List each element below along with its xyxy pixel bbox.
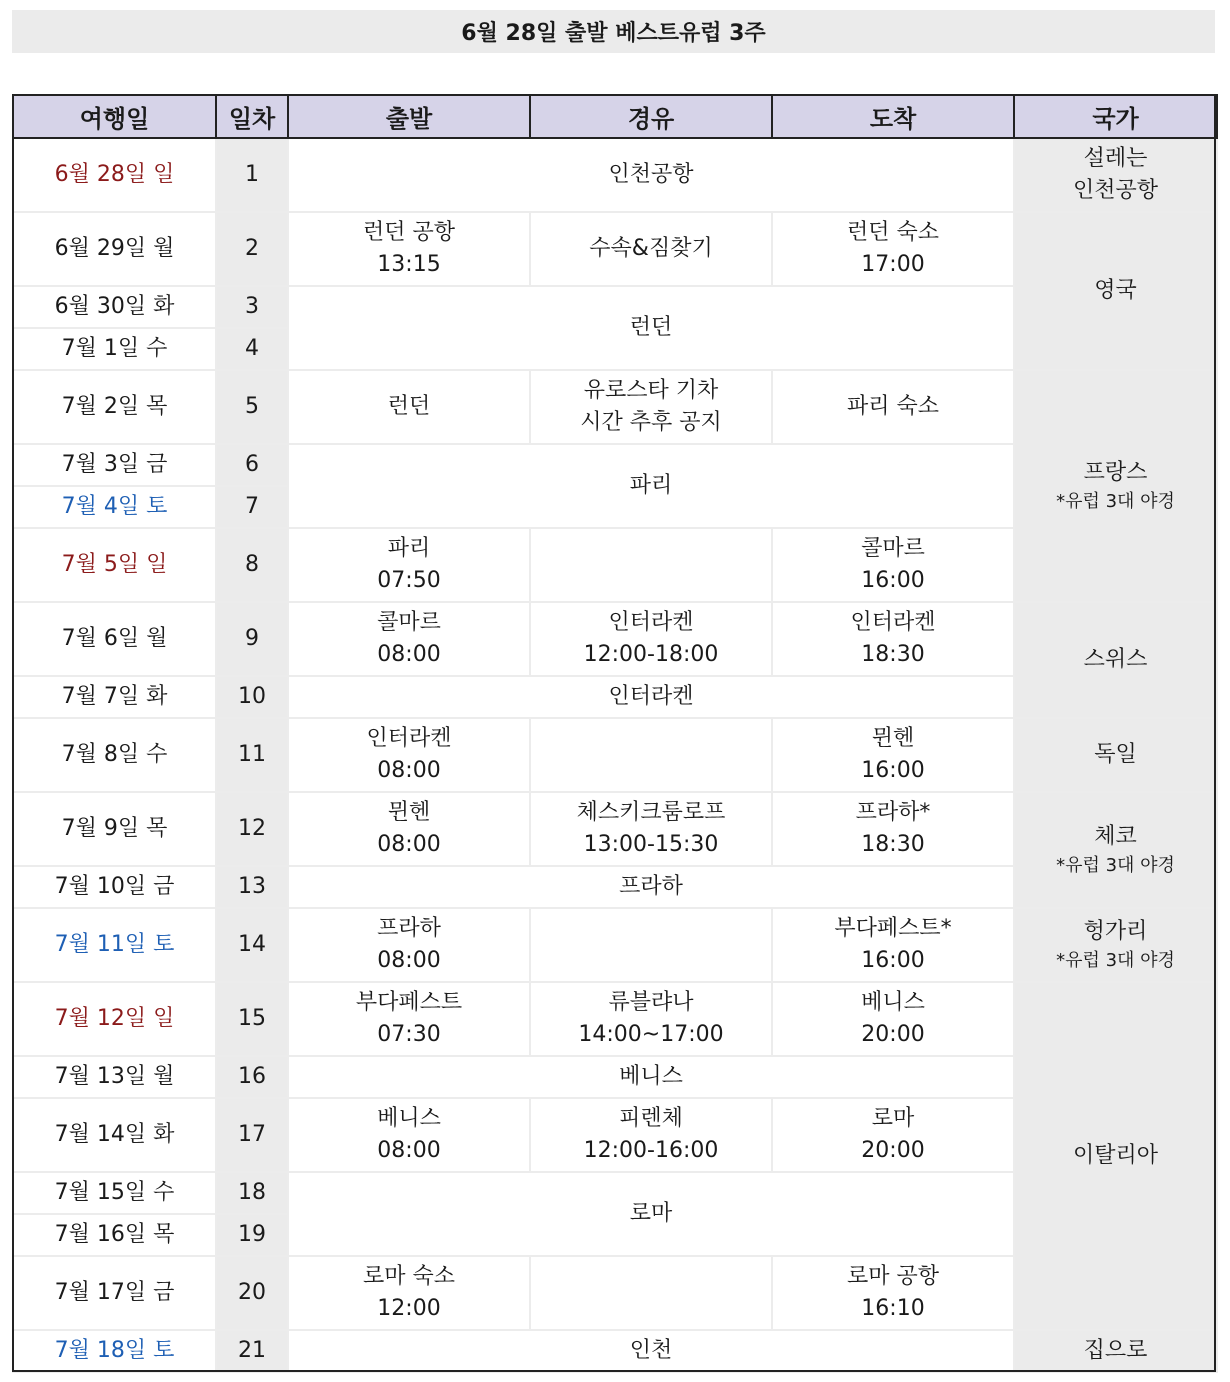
- via-place: 체스키크룸로프: [576, 800, 726, 825]
- arr-place: 베니스: [861, 990, 925, 1015]
- date-cell: 7월 18일 토: [13, 1330, 216, 1372]
- arr-place: 로마 공항: [846, 1264, 939, 1289]
- arrival-cell: [772, 908, 1014, 982]
- via-cell: [530, 982, 772, 1056]
- country-cell-hungary: [1014, 908, 1217, 982]
- day-cell: 19: [216, 1214, 288, 1256]
- day-cell: 8: [216, 528, 288, 602]
- table-row: [13, 370, 1217, 444]
- country-cell-incheon: [1014, 138, 1217, 212]
- title-text: 6월 28일 출발 베스트유럽 3주: [461, 21, 766, 46]
- span-cell: 인천: [288, 1330, 1014, 1372]
- dep-time: 08:00: [377, 832, 441, 857]
- via-time: 14:00~17:00: [578, 1022, 724, 1047]
- country-note: *유럽 3대 야경: [1056, 950, 1175, 971]
- dep-time: 08:00: [377, 1138, 441, 1163]
- dep-place: 런던: [387, 394, 431, 419]
- country-line: 인천공항: [1072, 178, 1158, 203]
- arr-time: 16:10: [861, 1296, 925, 1321]
- span-cell: 베니스: [288, 1056, 1014, 1098]
- arr-time: 20:00: [861, 1138, 925, 1163]
- arrival-cell: [772, 602, 1014, 676]
- country-cell-czech: [1014, 792, 1217, 908]
- via-cell: [530, 212, 772, 286]
- dep-time: 13:15: [377, 252, 441, 277]
- date-cell: 7월 1일 수: [13, 328, 216, 370]
- via-cell: [530, 792, 772, 866]
- span-cell: 인터라켄: [288, 676, 1014, 718]
- date-cell: 7월 10일 금: [13, 866, 216, 908]
- arr-time: 18:30: [861, 832, 925, 857]
- date-cell: 7월 9일 목: [13, 792, 216, 866]
- country-cell-germany: 독일: [1014, 718, 1217, 792]
- dep-place: 부다페스트: [355, 990, 463, 1015]
- departure-cell: [288, 1098, 530, 1172]
- date-cell: 7월 15일 수: [13, 1172, 216, 1214]
- table-row: [13, 212, 1217, 286]
- departure-cell: [288, 718, 530, 792]
- via-time: 12:00-16:00: [583, 1138, 719, 1163]
- departure-cell: [288, 528, 530, 602]
- date-cell: 7월 17일 금: [13, 1256, 216, 1330]
- country-note: *유럽 3대 야경: [1056, 855, 1175, 876]
- arr-place: 로마: [871, 1106, 915, 1131]
- arr-time: 16:00: [861, 568, 925, 593]
- day-cell: 14: [216, 908, 288, 982]
- arrival-cell: [772, 528, 1014, 602]
- country-cell-france: [1014, 370, 1217, 602]
- country-cell-home: 집으로: [1014, 1330, 1217, 1372]
- header-date: 여행일: [13, 95, 216, 138]
- date-cell: 7월 16일 목: [13, 1214, 216, 1256]
- day-cell: 20: [216, 1256, 288, 1330]
- table-row: [13, 1330, 1217, 1372]
- departure-cell: [288, 602, 530, 676]
- header-arrival: 도착: [772, 95, 1014, 138]
- arr-time: 20:00: [861, 1022, 925, 1047]
- via-cell: [530, 370, 772, 444]
- dep-place: 콜마르: [377, 610, 441, 635]
- via-cell: [530, 718, 772, 792]
- header-row: [13, 95, 1217, 138]
- arr-time: 17:00: [861, 252, 925, 277]
- via-place: 유로스타 기차: [583, 378, 719, 403]
- date-cell: 7월 4일 토: [13, 486, 216, 528]
- country-name: 프랑스: [1083, 460, 1148, 485]
- country-name: 체코: [1094, 824, 1137, 849]
- day-cell: 11: [216, 718, 288, 792]
- country-note: *유럽 3대 야경: [1056, 491, 1175, 512]
- via-place: 수속&짐찾기: [589, 236, 713, 261]
- date-cell: 7월 3일 금: [13, 444, 216, 486]
- date-cell: 7월 14일 화: [13, 1098, 216, 1172]
- table-row: [13, 138, 1217, 212]
- date-cell: 7월 6일 월: [13, 602, 216, 676]
- date-cell: 7월 13일 월: [13, 1056, 216, 1098]
- via-cell: [530, 1256, 772, 1330]
- date-cell: 7월 2일 목: [13, 370, 216, 444]
- span-cell: 로마: [288, 1172, 1014, 1256]
- dep-time: 08:00: [377, 758, 441, 783]
- arrival-cell: [772, 718, 1014, 792]
- table-row: [13, 718, 1217, 792]
- header-departure: 출발: [288, 95, 530, 138]
- span-cell: 파리: [288, 444, 1014, 528]
- day-cell: 17: [216, 1098, 288, 1172]
- departure-cell: [288, 212, 530, 286]
- day-cell: 4: [216, 328, 288, 370]
- header-day: 일차: [216, 95, 288, 138]
- via-place: 류블랴나: [608, 990, 694, 1015]
- arrival-cell: [772, 212, 1014, 286]
- via-time: 시간 추후 공지: [580, 410, 722, 435]
- departure-cell: [288, 792, 530, 866]
- date-cell: 7월 12일 일: [13, 982, 216, 1056]
- departure-cell: [288, 982, 530, 1056]
- via-cell: [530, 1098, 772, 1172]
- day-cell: 18: [216, 1172, 288, 1214]
- header-via: 경유: [530, 95, 772, 138]
- date-cell: 7월 11일 토: [13, 908, 216, 982]
- arrival-cell: [772, 1098, 1014, 1172]
- table-row: [13, 792, 1217, 866]
- span-cell: 프라하: [288, 866, 1014, 908]
- span-cell: 인천공항: [288, 138, 1014, 212]
- via-place: 피렌체: [619, 1106, 683, 1131]
- day-cell: 21: [216, 1330, 288, 1372]
- arr-place: 런던 숙소: [846, 220, 939, 245]
- arrival-cell: [772, 982, 1014, 1056]
- arr-place: 콜마르: [861, 536, 925, 561]
- departure-cell: [288, 370, 530, 444]
- via-time: 12:00-18:00: [583, 642, 719, 667]
- dep-time: 08:00: [377, 642, 441, 667]
- arr-place: 프라하*: [855, 800, 931, 825]
- dep-place: 프라하: [377, 916, 441, 941]
- via-cell: [530, 908, 772, 982]
- dep-time: 07:30: [377, 1022, 441, 1047]
- day-cell: 10: [216, 676, 288, 718]
- day-cell: 15: [216, 982, 288, 1056]
- country-line: 설레는: [1083, 146, 1148, 171]
- departure-cell: [288, 1256, 530, 1330]
- dep-place: 인터라켄: [366, 726, 452, 751]
- dep-time: 07:50: [377, 568, 441, 593]
- via-cell: [530, 528, 772, 602]
- dep-place: 로마 숙소: [362, 1264, 455, 1289]
- via-cell: [530, 602, 772, 676]
- dep-place: 런던 공항: [362, 220, 455, 245]
- departure-cell: [288, 908, 530, 982]
- table-row: [13, 908, 1217, 982]
- arr-time: 18:30: [861, 642, 925, 667]
- day-cell: 12: [216, 792, 288, 866]
- day-cell: 1: [216, 138, 288, 212]
- itinerary-table: [12, 94, 1218, 1373]
- dep-place: 베니스: [377, 1106, 441, 1131]
- country-cell-italy: 이탈리아: [1014, 982, 1217, 1330]
- day-cell: 9: [216, 602, 288, 676]
- arrival-cell: [772, 370, 1014, 444]
- dep-place: 뮌헨: [387, 800, 431, 825]
- country-name: 헝가리: [1083, 919, 1148, 944]
- date-cell: 6월 29일 월: [13, 212, 216, 286]
- date-cell: 6월 30일 화: [13, 286, 216, 328]
- date-cell: 7월 5일 일: [13, 528, 216, 602]
- dep-time: 12:00: [377, 1296, 441, 1321]
- arrival-cell: [772, 792, 1014, 866]
- dep-time: 08:00: [377, 948, 441, 973]
- arr-place: 부다페스트*: [834, 916, 952, 941]
- arr-time: 16:00: [861, 758, 925, 783]
- day-cell: 16: [216, 1056, 288, 1098]
- day-cell: 6: [216, 444, 288, 486]
- arr-place: 인터라켄: [850, 610, 936, 635]
- via-time: 13:00-15:30: [583, 832, 719, 857]
- date-cell: 6월 28일 일: [13, 138, 216, 212]
- day-cell: 13: [216, 866, 288, 908]
- table-row: [13, 982, 1217, 1056]
- date-cell: 7월 8일 수: [13, 718, 216, 792]
- country-cell-uk: 영국: [1014, 212, 1217, 370]
- day-cell: 5: [216, 370, 288, 444]
- arr-place: 파리 숙소: [846, 394, 939, 419]
- dep-place: 파리: [387, 536, 431, 561]
- day-cell: 2: [216, 212, 288, 286]
- arrival-cell: [772, 1256, 1014, 1330]
- header-country: 국가: [1014, 95, 1217, 138]
- day-cell: 7: [216, 486, 288, 528]
- arr-time: 16:00: [861, 948, 925, 973]
- span-cell: 런던: [288, 286, 1014, 370]
- via-place: 인터라켄: [608, 610, 694, 635]
- day-cell: 3: [216, 286, 288, 328]
- date-cell: 7월 7일 화: [13, 676, 216, 718]
- arr-place: 뮌헨: [871, 726, 915, 751]
- page-title: [12, 10, 1215, 53]
- country-cell-swiss: 스위스: [1014, 602, 1217, 718]
- table-row: [13, 602, 1217, 676]
